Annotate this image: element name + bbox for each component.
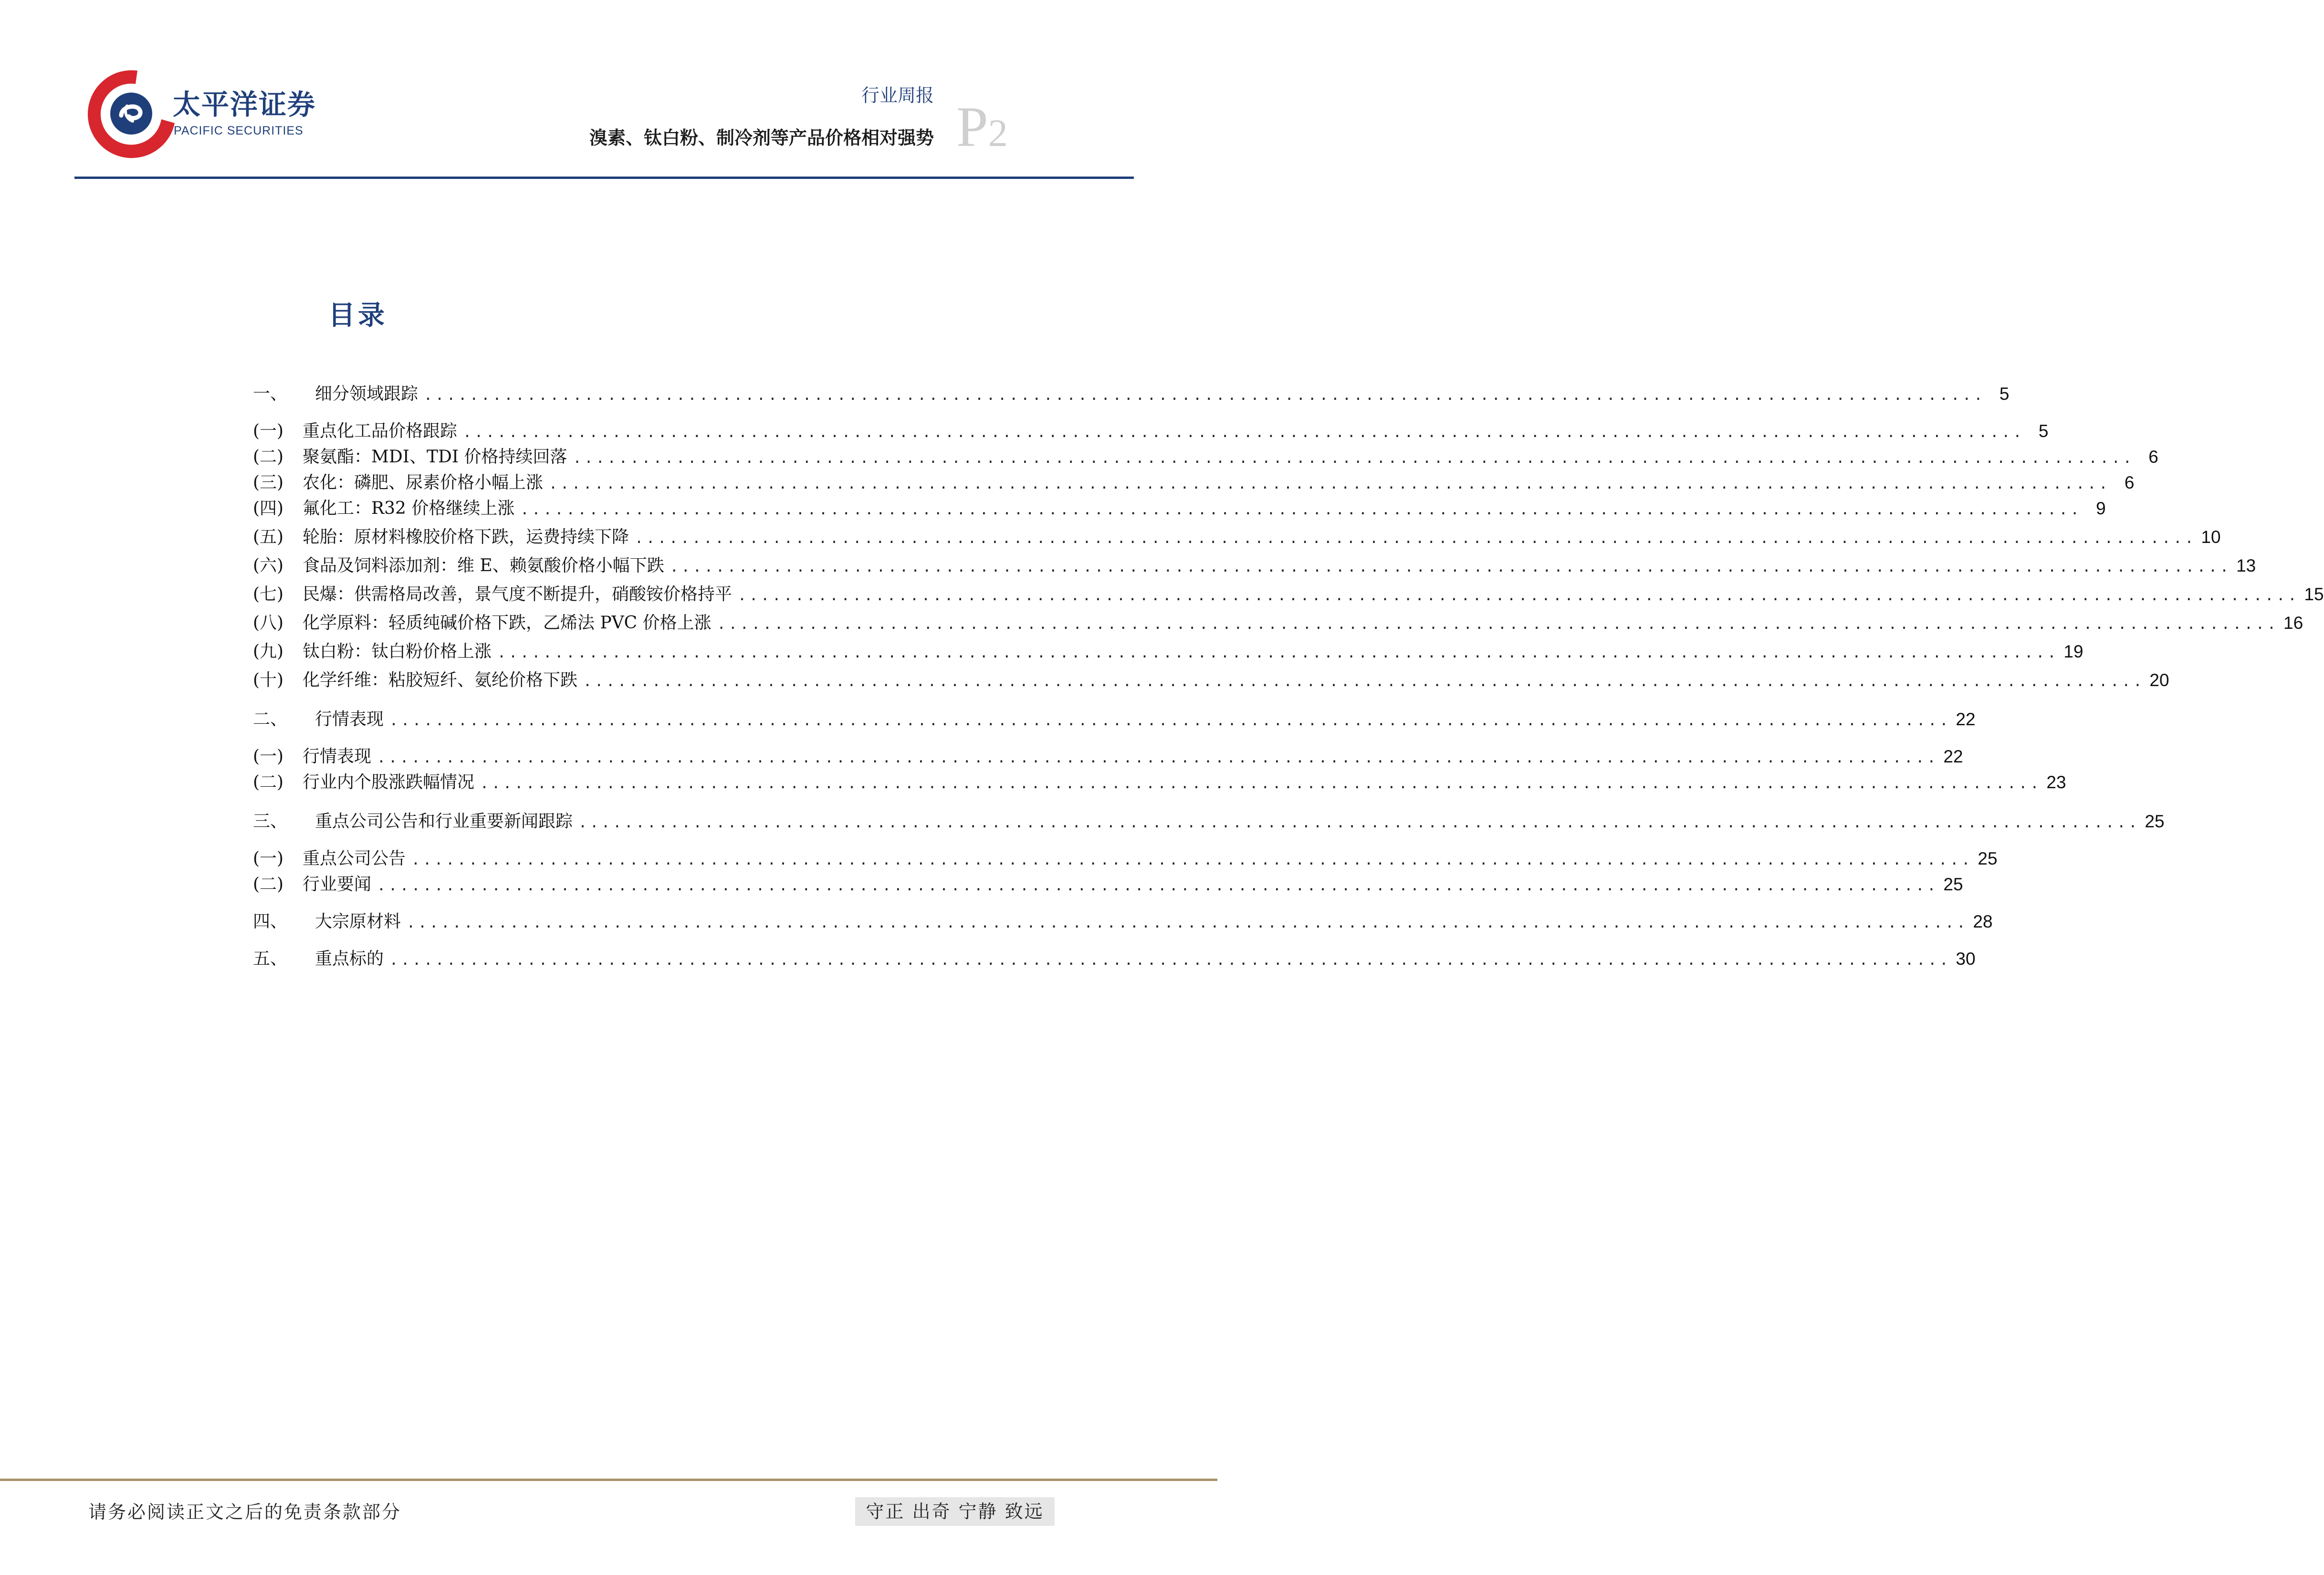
toc-entry-title: 轮胎：原材料橡胶价格下跌，运费持续下降 bbox=[303, 527, 629, 547]
toc-entry-number: (一) bbox=[253, 421, 284, 441]
toc-entry[interactable] bbox=[253, 576, 2324, 604]
toc-entry-title: 大宗原材料 bbox=[315, 912, 401, 931]
toc-entry-page: 30 bbox=[1956, 949, 1976, 969]
page-number-badge bbox=[956, 95, 1008, 158]
page-number: 2 bbox=[988, 111, 1008, 155]
toc-entry-page: 28 bbox=[1973, 912, 1993, 931]
toc-entry-title: 重点公司公告 bbox=[303, 849, 406, 868]
toc-dot-leader: ........................................................................................................................................ bbox=[578, 814, 2140, 831]
toc-entry[interactable] bbox=[253, 413, 2049, 441]
toc-entry-number: (八) bbox=[253, 613, 284, 633]
toc-entry-number: (三) bbox=[253, 473, 284, 492]
toc-entry[interactable] bbox=[253, 490, 2106, 518]
toc-entry-page: 6 bbox=[2148, 447, 2158, 467]
toc-entry[interactable] bbox=[253, 904, 1993, 931]
toc-entry-page: 25 bbox=[2145, 812, 2165, 831]
toc-entry-number: (七) bbox=[253, 584, 284, 604]
toc-entry[interactable] bbox=[253, 662, 2169, 690]
toc-title: 目录 bbox=[328, 300, 387, 331]
toc-entry-page: 22 bbox=[1956, 709, 1976, 729]
toc-entry-page: 6 bbox=[2124, 473, 2135, 492]
toc-dot-leader: ........................................................................................................................................ bbox=[377, 877, 1939, 894]
toc-entry[interactable] bbox=[253, 465, 2135, 492]
toc-entry-number: (六) bbox=[253, 556, 284, 575]
toc-dot-leader: ........................................................................................................................................ bbox=[407, 915, 1968, 931]
toc-entry-title: 化学原料：轻质纯碱价格下跌，乙烯法 PVC 价格上涨 bbox=[303, 613, 712, 633]
pacific-securities-logo bbox=[81, 62, 181, 162]
toc-entry-page: 25 bbox=[1978, 849, 1998, 868]
toc-entry-title: 行情表现 bbox=[303, 747, 372, 766]
toc-entry-number: (二) bbox=[253, 875, 284, 894]
toc-entry[interactable] bbox=[253, 519, 2221, 547]
toc-entry-number: (一) bbox=[253, 747, 284, 766]
toc-dot-leader: ........................................................................................................................................ bbox=[717, 616, 2279, 633]
toc-dot-leader: ........................................................................................................................................ bbox=[389, 952, 1951, 969]
toc-entry-number: 一、 bbox=[253, 384, 288, 404]
toc-entry-page: 5 bbox=[1999, 384, 2010, 404]
toc-entry-page: 19 bbox=[2063, 642, 2083, 661]
toc-dot-leader: ........................................................................................................................................ bbox=[411, 852, 1973, 868]
toc-entry-title: 细分领域跟踪 bbox=[315, 384, 419, 404]
toc-entry-page: 5 bbox=[2038, 421, 2049, 441]
toc-entry-page: 13 bbox=[2236, 556, 2256, 575]
toc-entry-number: 三、 bbox=[253, 812, 288, 831]
toc-entry-title: 农化：磷肥、尿素价格小幅上涨 bbox=[303, 473, 544, 492]
toc-entry-title: 氟化工：R32 价格继续上涨 bbox=[303, 499, 515, 518]
toc-entry-page: 16 bbox=[2283, 613, 2303, 633]
toc-entry-title: 钛白粉：钛白粉价格上涨 bbox=[303, 642, 492, 661]
toc-entry-page: 20 bbox=[2149, 670, 2169, 690]
toc-dot-leader: ........................................................................................................................................ bbox=[520, 501, 2082, 518]
document-type: 行业周报 bbox=[861, 85, 934, 106]
toc-entry-title: 行业内个股涨跌幅情况 bbox=[303, 772, 475, 792]
toc-entry-number: (一) bbox=[253, 849, 284, 868]
toc-entry-page: 22 bbox=[1943, 747, 1963, 766]
toc-entry[interactable] bbox=[253, 866, 1963, 894]
toc-entry[interactable] bbox=[253, 764, 2066, 792]
toc-entry[interactable] bbox=[253, 548, 2256, 575]
toc-entry-number: (九) bbox=[253, 642, 284, 661]
toc-entry[interactable] bbox=[253, 439, 2158, 467]
toc-entry-title: 重点公司公告和行业重要新闻跟踪 bbox=[315, 812, 573, 831]
toc-entry[interactable] bbox=[253, 841, 1998, 868]
toc-entry-number: (十) bbox=[253, 670, 284, 690]
page-letter: P bbox=[956, 95, 988, 158]
toc-dot-leader: ........................................................................................................................................ bbox=[583, 673, 2145, 690]
toc-dot-leader: ........................................................................................................................................ bbox=[635, 530, 2197, 547]
toc-entry-page: 25 bbox=[1943, 875, 1963, 894]
toc-entry[interactable] bbox=[253, 701, 1976, 729]
toc-entry[interactable] bbox=[253, 376, 2010, 404]
toc-entry-number: (四) bbox=[253, 499, 284, 518]
toc-entry-title: 民爆：供需格局改善，景气度不断提升，硝酸铵价格持平 bbox=[303, 584, 733, 604]
toc-dot-leader: ........................................................................................................................................ bbox=[463, 424, 2025, 441]
toc-dot-leader: ........................................................................................................................................ bbox=[573, 450, 2135, 467]
toc-entry-page: 10 bbox=[2201, 527, 2221, 547]
toc-entry-number: (二) bbox=[253, 772, 284, 792]
toc-entry-page: 9 bbox=[2096, 499, 2106, 518]
toc-dot-leader: ........................................................................................................................................ bbox=[497, 645, 2059, 661]
toc-dot-leader: ........................................................................................................................................ bbox=[670, 559, 2232, 575]
header-divider bbox=[74, 177, 1134, 179]
toc-entry-number: (五) bbox=[253, 527, 284, 547]
toc-dot-leader: ........................................................................................................................................ bbox=[389, 712, 1951, 729]
toc-entry-title: 食品及饲料添加剂：维 E、赖氨酸价格小幅下跌 bbox=[303, 556, 664, 575]
toc-entry-title: 聚氨酯：MDI、TDI 价格持续回落 bbox=[303, 447, 567, 467]
toc-entry[interactable] bbox=[253, 739, 1963, 766]
toc-entry-number: (二) bbox=[253, 447, 284, 467]
toc-entry[interactable] bbox=[253, 605, 2303, 633]
brand-name-cn: 太平洋证券 bbox=[173, 88, 316, 121]
toc-entry-number: 五、 bbox=[253, 949, 288, 969]
toc-entry-title: 化学纤维：粘胶短纤、氨纶价格下跌 bbox=[303, 670, 578, 690]
toc-dot-leader: ........................................................................................................................................ bbox=[377, 750, 1939, 766]
toc-entry-page: 15 bbox=[2304, 584, 2324, 604]
footer-motto: 守正 出奇 宁静 致远 bbox=[855, 1497, 1055, 1526]
footer-disclaimer: 请务必阅读正文之后的免责条款部分 bbox=[88, 1502, 402, 1523]
toc-entry-title: 重点化工品价格跟踪 bbox=[303, 421, 458, 441]
toc-dot-leader: ........................................................................................................................................ bbox=[738, 587, 2300, 604]
toc-dot-leader: ........................................................................................................................................ bbox=[480, 775, 2042, 792]
document-subtitle: 溴素、钛白粉、制冷剂等产品价格相对强势 bbox=[589, 127, 934, 148]
toc-entry-number: 四、 bbox=[253, 912, 288, 931]
toc-entry-page: 23 bbox=[2046, 772, 2066, 792]
toc-dot-leader: ........................................................................................................................................ bbox=[549, 476, 2111, 492]
toc-entry-number: 二、 bbox=[253, 709, 288, 729]
toc-entry[interactable] bbox=[253, 634, 2083, 661]
toc-entry[interactable] bbox=[253, 941, 1976, 969]
toc-entry[interactable] bbox=[253, 803, 2165, 831]
toc-dot-leader: ........................................................................................................................................ bbox=[424, 387, 1986, 404]
toc-entry-title: 行业要闻 bbox=[303, 875, 372, 894]
toc-entry-title: 重点标的 bbox=[315, 949, 384, 969]
footer-divider bbox=[0, 1479, 1217, 1481]
toc-entry-title: 行情表现 bbox=[315, 709, 384, 729]
brand-name-en: PACIFIC SECURITIES bbox=[174, 124, 304, 137]
